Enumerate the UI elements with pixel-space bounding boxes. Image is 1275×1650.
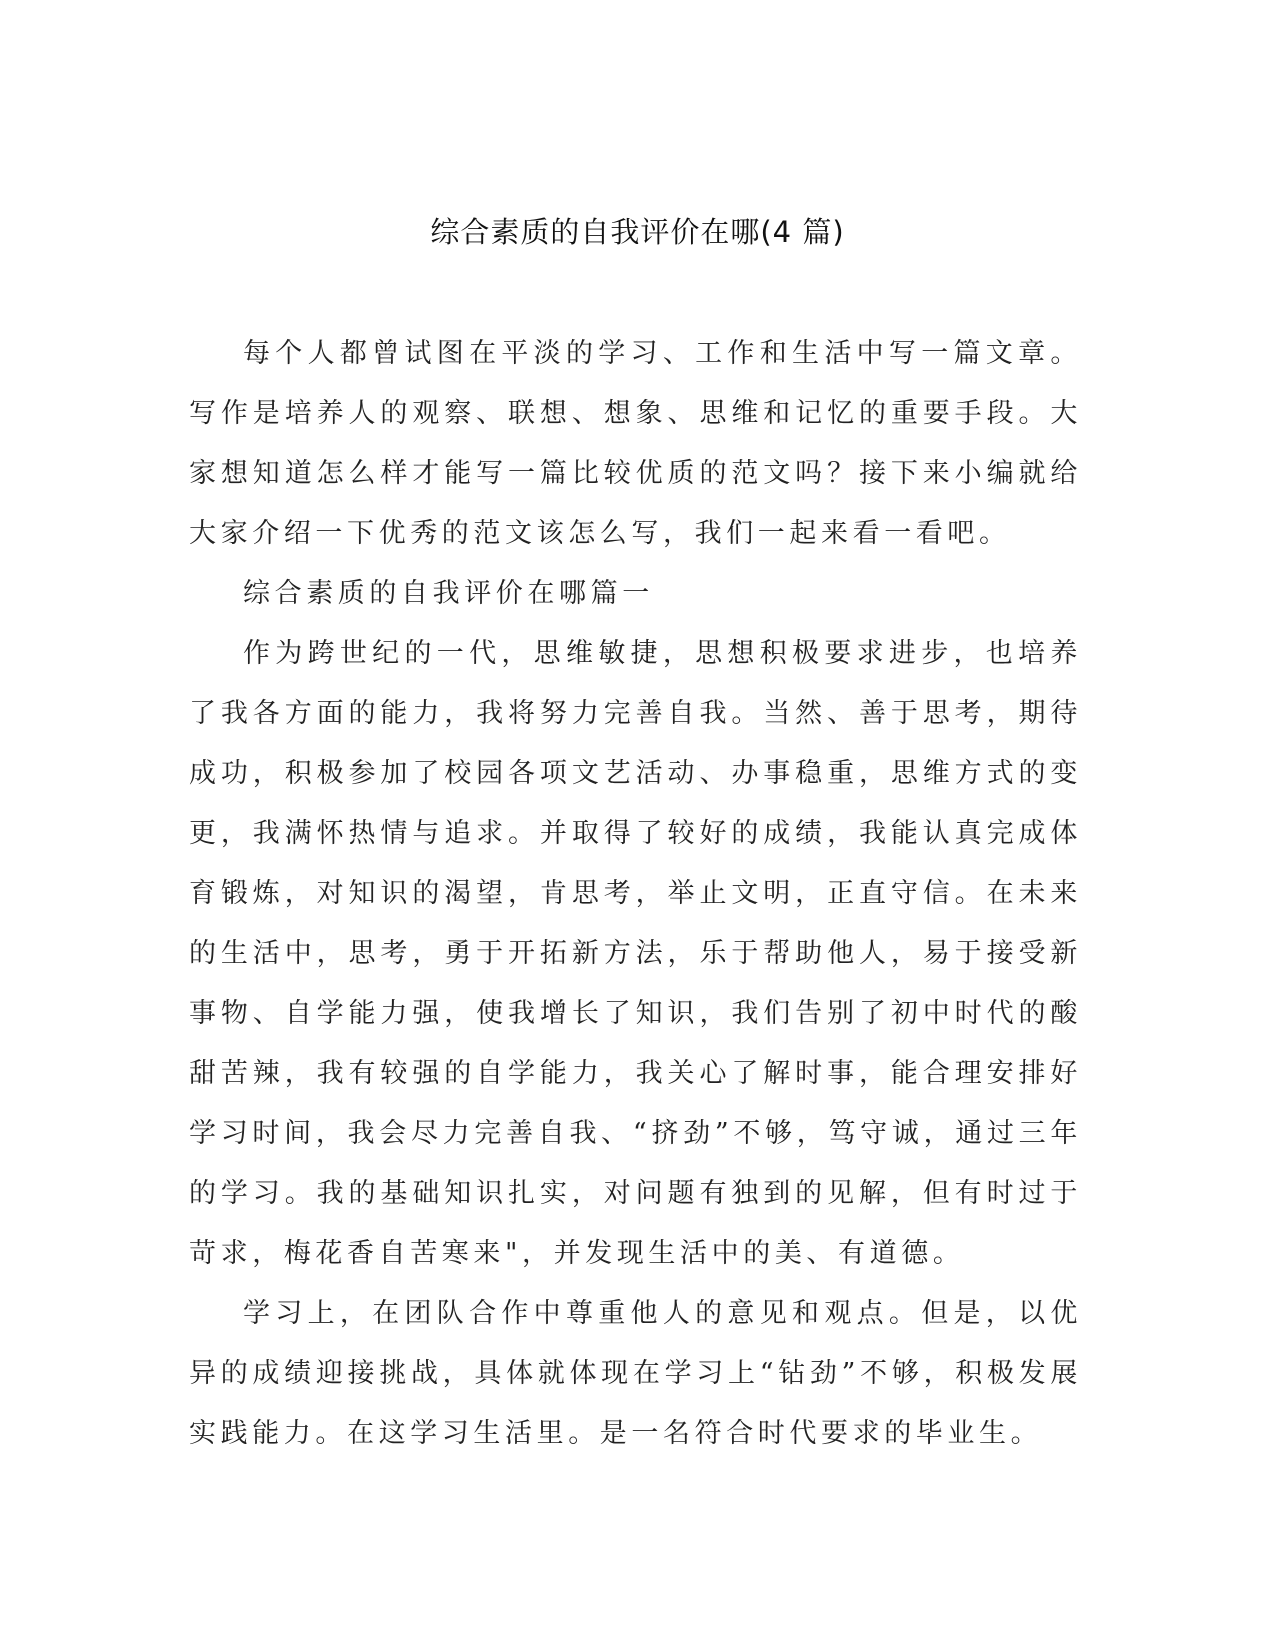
body-paragraph: 学习上，在团队合作中尊重他人的意见和观点。但是，以优异的成绩迎接挑战，具体就体现在学习上“钻劲”不够，积极发展实践能力。在这学习生活里。是一名符合时代要求的毕业生。	[189, 1298, 1082, 1449]
document-body	[189, 324, 1082, 1464]
document-title: 综合素质的自我评价在哪(4 篇)	[430, 215, 845, 249]
intro-paragraph: 每个人都曾试图在平淡的学习、工作和生活中写一篇文章。写作是培养人的观察、联想、想象、思维和记忆的重要手段。大家想知道怎么样才能写一篇比较优质的范文吗？接下来小编就给大家介绍一下优秀的范文该怎么写，我们一起来看一看吧。	[189, 338, 1082, 549]
section-heading: 综合素质的自我评价在哪篇一	[243, 578, 654, 609]
body-paragraph: 作为跨世纪的一代，思维敏捷，思想积极要求进步，也培养了我各方面的能力，我将努力完善自我。当然、善于思考，期待成功，积极参加了校园各项文艺活动、办事稳重，思维方式的变更，我满怀热情与追求。并取得了较好的成绩，我能认真完成体育锻炼，对知识的渴望，肯思考，举止文明，正直守信。在未来的生活中，思考，勇于开拓新方法，乐于帮助他人，易于接受新事物、自学能力强，使我增长了知识，我们告别了初中时代的酸甜苦辣，我有较强的自学能力，我关心了解时事，能合理安排好学习时间，我会尽力完善自我、“挤劲”不够，笃守诚，通过三年的学习。我的基础知识扎实，对问题有独到的见解，但有时过于苛求，梅花香自苦寒来"，并发现生活中的美、有道德。	[189, 638, 1082, 1269]
